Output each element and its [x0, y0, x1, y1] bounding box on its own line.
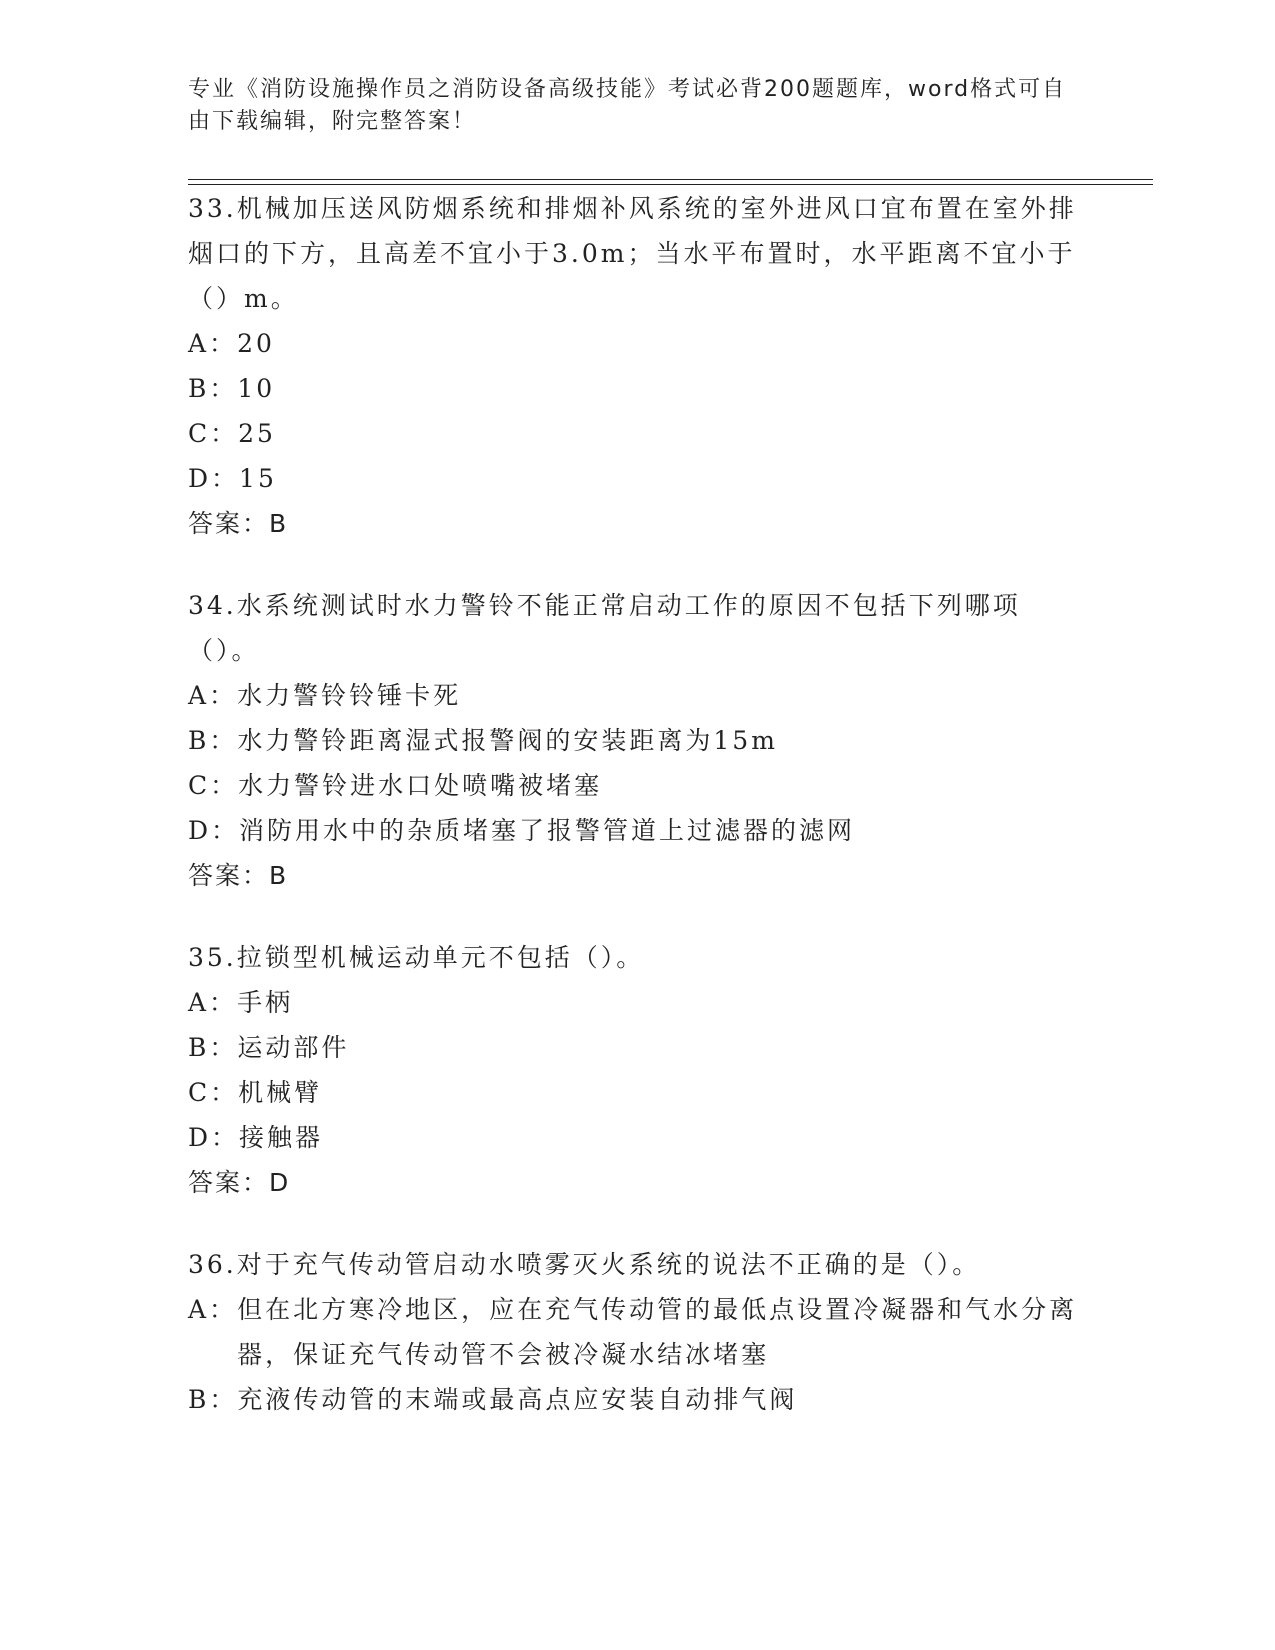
option-letter: B： [188, 374, 238, 403]
option-a [188, 1287, 1088, 1377]
option-letter: C： [188, 771, 239, 800]
option-text: 但在北方寒冷地区，应在充气传动管的最低点设置冷凝器和气水分离器，保证充气传动管不会被冷凝水结冰堵塞 [237, 1295, 1078, 1369]
option-text: 10 [237, 374, 276, 403]
question-34 [188, 583, 1088, 899]
option-letter: D： [188, 816, 240, 845]
document-header: 专业《消防设施操作员之消防设备高级技能》考试必背200题题库，word格式可自由下载编辑，附完整答案！ [188, 77, 1067, 134]
question-stem: 35.拉锁型机械运动单元不包括（）。 [188, 943, 645, 972]
option-text: 水力警铃距离湿式报警阀的安装距离为15m [237, 726, 778, 755]
option-a [188, 673, 1088, 718]
option-d [188, 1115, 1088, 1160]
question-stem: 34.水系统测试时水力警铃不能正常启动工作的原因不包括下列哪项（）。 [188, 591, 1021, 665]
option-d [188, 808, 1088, 853]
option-letter: A： [188, 988, 238, 1017]
header-divider-top [188, 179, 1153, 180]
option-letter: D： [188, 464, 240, 493]
option-text: 25 [238, 419, 276, 448]
option-letter: B： [188, 726, 238, 755]
option-text: 水力警铃铃锤卡死 [237, 681, 462, 710]
option-text: 运动部件 [237, 1033, 350, 1062]
option-a [188, 321, 1088, 366]
option-letter: A： [188, 329, 238, 358]
answer-key: 答案：B [188, 861, 289, 890]
option-b [188, 718, 1088, 763]
option-letter: C： [188, 1078, 239, 1107]
option-text: 水力警铃进水口处喷嘴被堵塞 [238, 771, 603, 800]
option-b [188, 366, 1088, 411]
option-text: 消防用水中的杂质堵塞了报警管道上过滤器的滤网 [239, 816, 856, 845]
answer-key: 答案：D [188, 1168, 291, 1197]
option-text: 20 [237, 329, 275, 358]
question-33 [188, 186, 1088, 547]
option-letter: A： [188, 681, 238, 710]
option-c [188, 763, 1088, 808]
answer-key: 答案：B [188, 509, 289, 538]
option-letter: C： [188, 419, 239, 448]
question-stem: 33.机械加压送风防烟系统和排烟补风系统的室外进风口宜布置在室外排烟口的下方，且高差不宜小于3.0m；当水平布置时，水平距离不宜小于（）m。 [188, 194, 1077, 313]
option-b [188, 1377, 1088, 1422]
option-letter: A： [188, 1295, 238, 1324]
question-35 [188, 935, 1088, 1206]
option-text: 充液传动管的末端或最高点应安装自动排气阀 [237, 1385, 798, 1414]
option-letter: D： [188, 1123, 240, 1152]
header-divider-bottom [188, 184, 1153, 185]
option-d [188, 456, 1088, 501]
question-list [188, 186, 1088, 1458]
question-36 [188, 1242, 1088, 1422]
option-c [188, 1070, 1088, 1115]
option-text: 机械臂 [238, 1078, 323, 1107]
option-b [188, 1025, 1088, 1070]
option-letter: B： [188, 1033, 238, 1062]
question-stem: 36.对于充气传动管启动水喷雾灭火系统的说法不正确的是（）。 [188, 1250, 981, 1279]
option-text: 15 [239, 464, 277, 493]
option-text: 接触器 [239, 1123, 324, 1152]
option-letter: B： [188, 1385, 238, 1414]
option-text: 手柄 [237, 988, 294, 1017]
option-c [188, 411, 1088, 456]
option-a [188, 980, 1088, 1025]
